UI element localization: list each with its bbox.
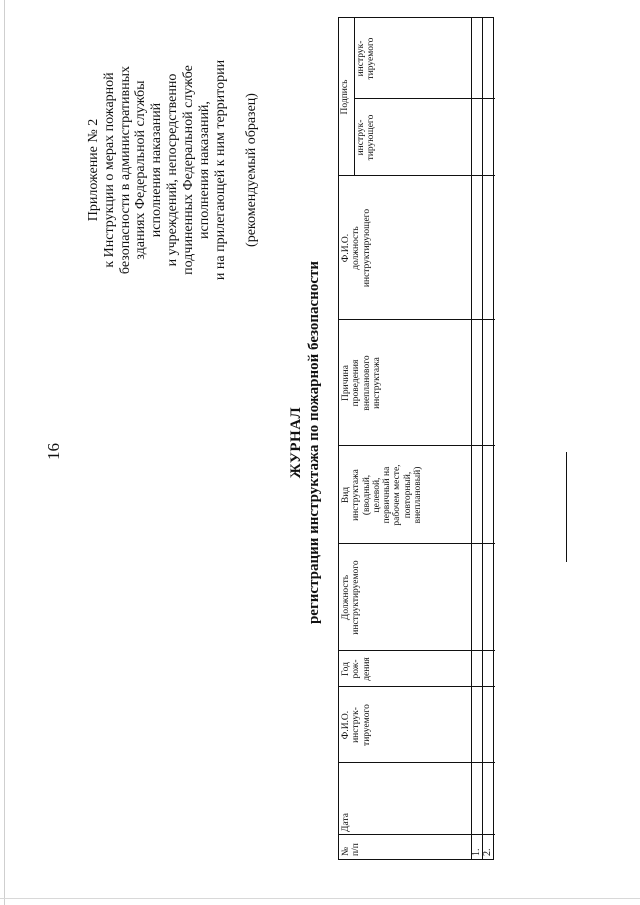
scan-edge	[4, 0, 5, 905]
appendix-line: исполнения наказаний	[149, 102, 165, 238]
header-sig-trainee: инструк- тируемого	[356, 37, 377, 80]
appendix-line: подчиненных Федеральной службе	[180, 65, 196, 275]
row-line	[471, 18, 472, 859]
scan-edge-bottom	[0, 898, 640, 899]
header-num: № п/п	[341, 843, 362, 856]
sample-note: (рекомендуемый образец)	[244, 93, 260, 247]
rotated-content	[20, 5, 540, 880]
appendix-line: Приложение № 2	[86, 118, 101, 222]
header-position: Должность инструктируемого	[341, 560, 362, 635]
row-line	[482, 18, 483, 859]
header-instruction-type: Вид инструктажа (вводный, целевой, первичный на рабочем месте, повторный, внеплановый)	[341, 464, 423, 526]
instruction-log-table	[338, 17, 494, 860]
appendix-line: и учреждений, непосредственно	[165, 73, 181, 267]
appendix-line: зданиях Федеральной службы	[133, 80, 149, 260]
appendix-block	[86, 15, 260, 325]
page-number: 16	[44, 443, 63, 460]
header-reason: Причина проведения внепланового инструктажа	[341, 355, 382, 411]
appendix-line: и на прилегающей к ним территории	[212, 59, 228, 281]
appendix-line: безопасности в административных	[117, 65, 133, 275]
header-birth-year: Год рож- дения	[341, 657, 372, 681]
journal-subtitle: регистрации инструктажа по пожарной безопасности	[305, 260, 322, 625]
appendix-line: к Инструкции о мерах пожарной	[101, 72, 117, 268]
header-fio-instructor: Ф.И.О. должность инструктирующего	[341, 208, 372, 288]
header-signature: Подпись	[340, 79, 350, 115]
header-fio-trainee: Ф.И.О. инструк- тируемого	[341, 704, 372, 746]
header-date: Дата	[341, 813, 351, 832]
header-sig-instructor: инструк- тирующего	[356, 114, 377, 161]
journal-heading	[288, 5, 323, 880]
appendix-line: исполнения наказаний,	[196, 101, 212, 239]
table-row-number: 2.	[482, 848, 493, 856]
table-row-number: 1.	[471, 848, 482, 856]
signature-line	[566, 452, 567, 562]
journal-title: ЖУРНАЛ	[288, 406, 304, 479]
